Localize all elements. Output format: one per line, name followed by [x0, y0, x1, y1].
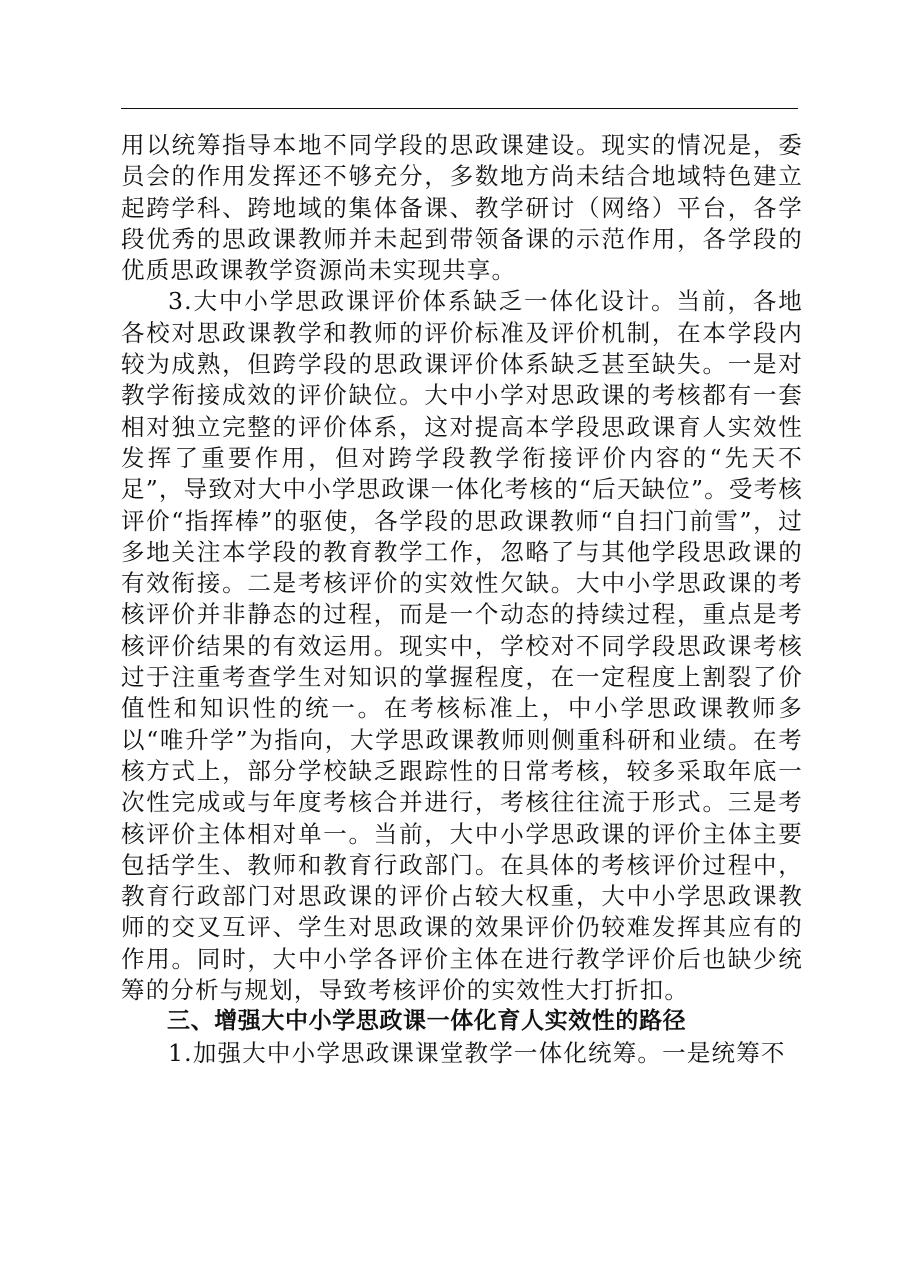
document-body: [121, 130, 803, 1069]
header-rule: [121, 108, 798, 109]
paragraph-classroom-coordination: 1.加强大中小学思政课课堂教学一体化统筹。一是统筹不: [168, 1038, 786, 1067]
paragraph-committee-role: 用以统筹指导本地不同学段的思政课建设。现实的情况是，委员会的作用发挥还不够充分，多数地方尚未结合地域特色建立起跨学科、跨地域的集体备课、教学研讨（网络）平台，各学段优秀的思政课教师并未起到带领备课的示范作用，各学段的优质思政课教学资源尚未实现共享。: [121, 131, 803, 285]
section-heading: 三、增强大中小学思政课一体化育人实效性的路径: [167, 1008, 687, 1035]
paragraph-evaluation-system: 3.大中小学思政课评价体系缺乏一体化设计。当前，各地各校对思政课教学和教师的评价标准及评价机制，在本学段内较为成熟，但跨学段的思政课评价体系缺乏甚至缺失。一是对教学衔接成效的评价缺位。大中小学对思政课的考核都有一套相对独立完整的评价体系，这对提高本学段思政课育人实效性发挥了重要作用，但对跨学段教学衔接评价内容的“先天不足”，导致对大中小学思政课一体化考核的“后天缺位”。受考核评价“指挥棒”的驱使，各学段的思政课教师“自扫门前雪”，过多地关注本学段的教育教学工作，忽略了与其他学段思政课的有效衔接。二是考核评价的实效性欠缺。大中小学思政课的考核评价并非静态的过程，而是一个动态的持续过程，重点是考核评价结果的有效运用。现实中，学校对不同学段思政课考核过于注重考查学生对知识的掌握程度，在一定程度上割裂了价值性和知识性的统一。在考核标准上，中小学思政课教师多以“唯升学”为指向，大学思政课教师则侧重科研和业绩。在考核方式上，部分学校缺乏跟踪性的日常考核，较多采取年底一次性完成或与年度考核合并进行，考核往往流于形式。三是考核评价主体相对单一。当前，大中小学思政课的评价主体主要包括学生、教师和教育行政部门。在具体的考核评价过程中，教育行政部门对思政课的评价占较大权重，大中小学思政课教师的交叉互评、学生对思政课的效果评价仍较难发挥其应有的作用。同时，大中小学各评价主体在进行教学评价后也缺少统筹的分析与规划，导致考核评价的实效性大打折扣。: [121, 287, 803, 1005]
